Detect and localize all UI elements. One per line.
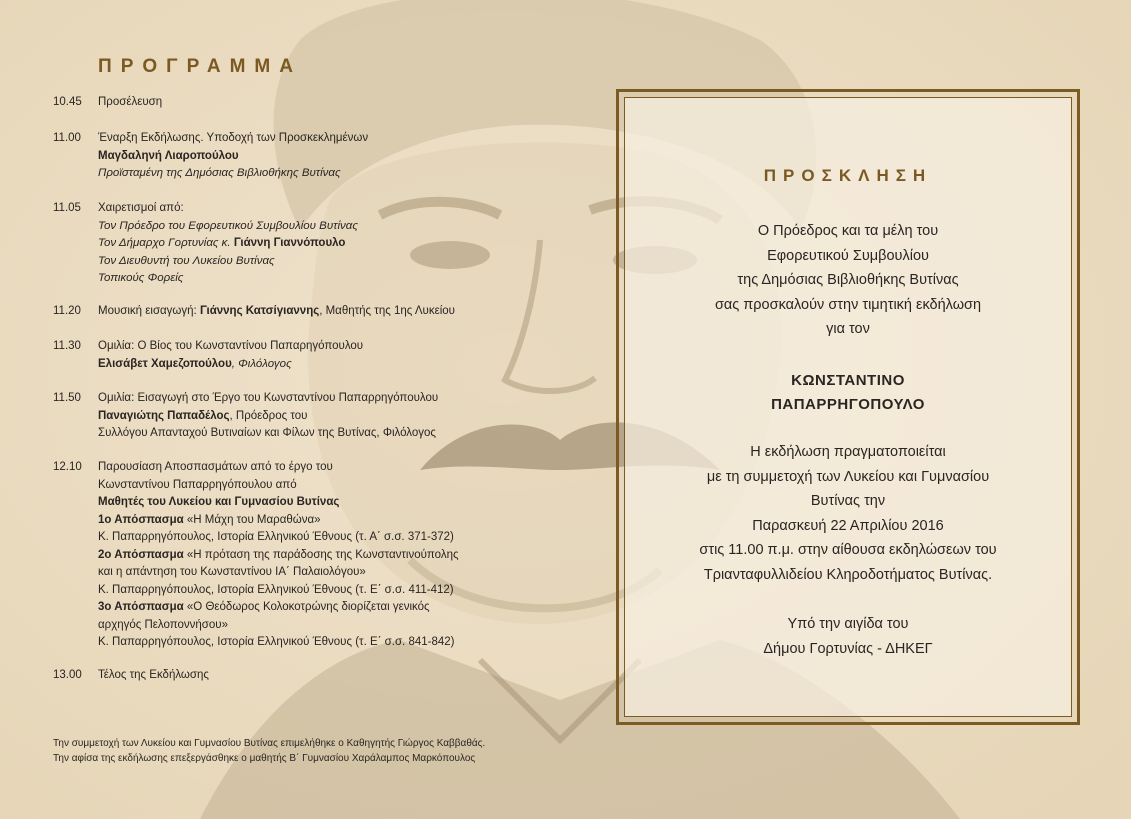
honoree-name — [625, 369, 1071, 417]
invitation-panel — [624, 97, 1072, 717]
excerpt-source: Κ. Παπαρρηγόπουλος, Ιστορία Ελληνικού Έθνους (τ. Α΄ σ.σ. 371-372) — [98, 531, 454, 543]
credits-line: Την συμμετοχή των Λυκείου και Γυμνασίου Βυτίνας επιμελήθηκε ο Καθηγητής Γιώργος Καββαθάς. — [53, 738, 486, 749]
schedule-text: Μουσική εισαγωγή: — [98, 305, 200, 317]
intro-line: Ο Πρόεδρος και τα μέλη του — [757, 223, 939, 239]
excerpt-source: Κ. Παπαρρηγόπουλος, Ιστορία Ελληνικού Έθνους (τ. Ε΄ σ.σ. 841-842) — [98, 636, 455, 648]
greeting-line: Τον Διευθυντή του Λυκείου Βυτίνας — [98, 254, 275, 267]
honoree-last-name: ΠΑΠΑΡΡΗΓΟΠΟΥΛΟ — [771, 396, 925, 413]
schedule-text: Τέλος της Εκδήλωσης — [98, 669, 209, 681]
auspices — [625, 612, 1071, 661]
excerpt-title: και η απάντηση του Κωνσταντίνου ΙΑ΄ Παλαιολόγου» — [98, 566, 366, 578]
event-date: Παρασκευή 22 Απριλίου 2016 — [752, 517, 944, 534]
schedule-time: 11.05 — [53, 202, 81, 214]
schedule-time: 11.00 — [53, 132, 81, 144]
intro-line: της Δημόσιας Βιβλιοθήκης Βυτίνας — [737, 272, 959, 288]
excerpt-label: 1ο Απόσπασμα — [98, 513, 184, 526]
greeting-line: Τοπικούς Φορείς — [98, 272, 184, 284]
greeting-line: Τον Δήμαρχο Γορτυνίας κ. — [98, 237, 234, 249]
invitation-intro — [625, 219, 1071, 342]
schedule-text: Ομιλία: Εισαγωγή στο Έργο του Κωνσταντίνου Παπαρρηγόπουλου — [98, 392, 439, 404]
details-line: με τη συμμετοχή των Λυκείου και Γυμνασίου — [706, 468, 990, 485]
speaker-name: Ελισάβετ Χαμεζοπούλου — [98, 357, 232, 370]
excerpt-title: «Ο Θεόδωρος Κολοκοτρώνης διορίζεται γενικός — [183, 601, 430, 613]
speaker-name: Γιάννη Γιαννόπουλο — [233, 237, 346, 249]
intro-line: για τον — [826, 321, 870, 337]
schedule-text: Ομιλία: Ο Βίος του Κωνσταντίνου Παπαρηγόπουλου — [98, 340, 364, 352]
schedule-time: 10.45 — [53, 96, 82, 108]
schedule-time: 13.00 — [53, 669, 82, 681]
event-details — [625, 440, 1071, 587]
speaker-role: Συλλόγου Απανταχού Βυτιναίων και Φίλων της Βυτίνας, Φιλόλογος — [98, 427, 436, 439]
excerpt-title: «Η Μάχη του Μαραθώνα» — [183, 513, 321, 526]
details-line: στις 11.00 π.μ. στην αίθουσα εκδηλώσεων του — [699, 542, 997, 558]
schedule-time: 11.50 — [53, 392, 81, 404]
schedule-text: Έναρξη Εκδήλωσης. Υποδοχή των Προσκεκλημένων — [98, 132, 369, 144]
schedule-time: 12.10 — [53, 461, 82, 473]
excerpt-label: 3ο Απόσπασμα — [98, 601, 184, 613]
intro-line: σας προσκαλούν στην τιμητική εκδήλωση — [714, 296, 982, 313]
credits-footer — [53, 736, 613, 766]
speaker-name: Παναγιώτης Παπαδέλος — [98, 409, 230, 422]
excerpt-source: Κ. Παπαρρηγόπουλος, Ιστορία Ελληνικού Έθνους (τ. Ε΄ σ.σ. 411-412) — [98, 583, 454, 596]
speaker-role: , Φιλόλογος — [231, 357, 292, 370]
speaker-role: Προϊσταμένη της Δημόσιας Βιβλιοθήκης Βυτίνας — [98, 167, 341, 179]
schedule-text: Χαιρετισμοί από: — [98, 202, 184, 214]
schedule-text: Προσέλευση — [98, 96, 163, 108]
program-title: ΠΡΟΓΡΑΜΜΑ — [98, 56, 302, 77]
details-line: Τριανταφυλλιδείου Κληροδοτήματος Βυτίνας. — [703, 566, 993, 583]
speaker-role: , Μαθητής της 1ης Λυκείου — [319, 305, 455, 317]
speaker-name: Μαγδαληνή Λιαροπούλου — [98, 149, 239, 162]
honoree-first-name: ΚΩΝΣΤΑΝΤΙΝΟ — [791, 372, 905, 389]
auspices-line: Υπό την αιγίδα του — [787, 616, 909, 632]
intro-line: Εφορευτικού Συμβουλίου — [767, 247, 929, 264]
auspices-line: Δήμου Γορτυνίας - ΔΗΚΕΓ — [763, 640, 933, 657]
schedule-time: 11.30 — [53, 340, 81, 352]
schedule-time: 11.20 — [53, 305, 81, 317]
schedule-text: Παρουσίαση Αποσπασμάτων από το έργο του — [98, 461, 333, 473]
excerpt-title: αρχηγός Πελοποννήσου» — [98, 618, 228, 631]
invitation-title: ΠΡΟΣΚΛΗΣΗ — [763, 166, 933, 185]
speaker-role: , Πρόεδρος του — [229, 409, 308, 422]
invitation-frame — [616, 89, 1080, 725]
greeting-line: Τον Πρόεδρο του Εφορευτικού Συμβουλίου Βυτίνας — [98, 219, 358, 232]
students-group: Μαθητές του Λυκείου και Γυμνασίου Βυτίνας — [98, 496, 340, 508]
excerpt-title: «Η πρόταση της παράδοσης της Κωνσταντινούπολης — [183, 548, 459, 561]
details-line: Βυτίνας την — [810, 493, 886, 509]
speaker-name: Γιάννης Κατσίγιαννης — [199, 305, 320, 317]
details-line: Η εκδήλωση πραγματοποιείται — [750, 444, 946, 460]
schedule-text: Κωνσταντίνου Παπαρρηγόπουλου από — [98, 478, 297, 491]
excerpt-label: 2ο Απόσπασμα — [98, 548, 184, 561]
credits-line: Την αφίσα της εκδήλωσης επεξεργάσθηκε ο μαθητής Β΄ Γυμνασίου Χαράλαμπος Μαρκόπουλος — [53, 753, 476, 764]
